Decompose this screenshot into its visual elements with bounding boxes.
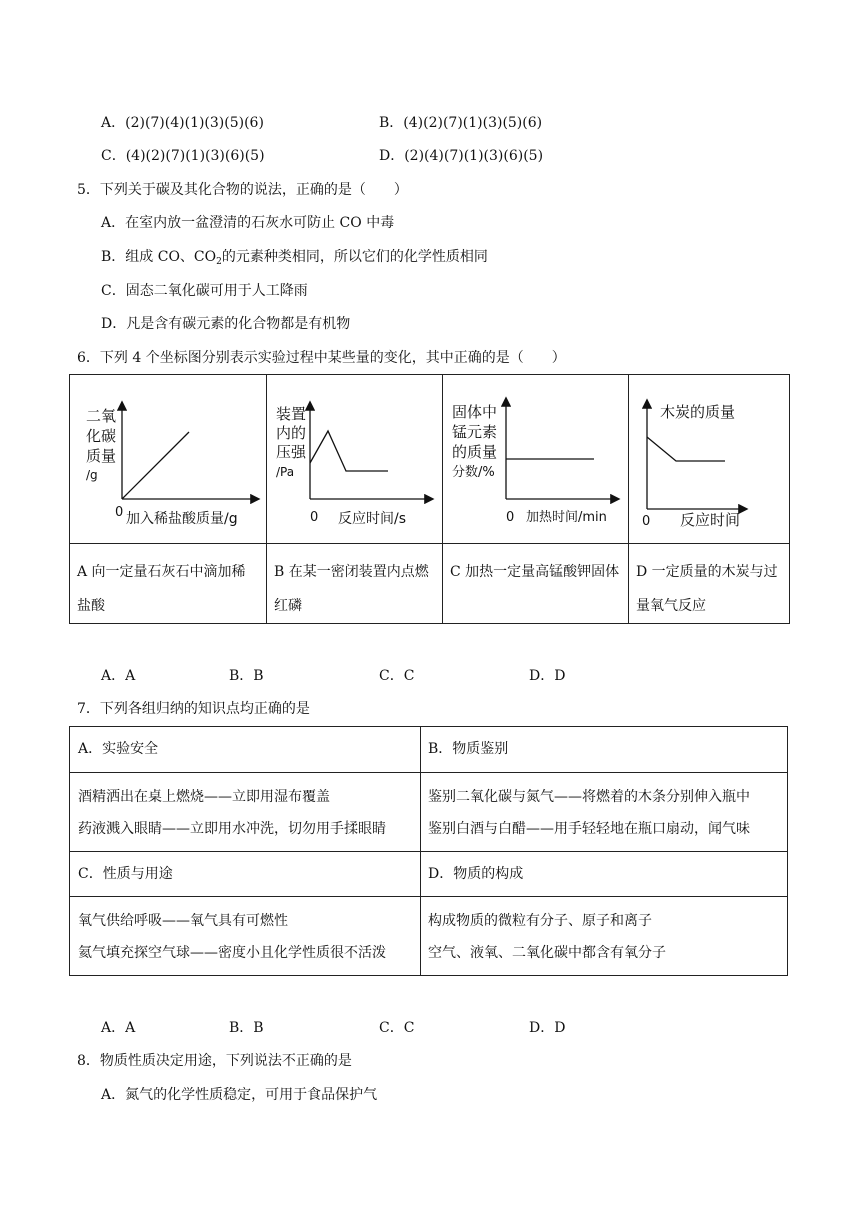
q7-option-c: C．C — [379, 1020, 415, 1036]
q6-graph-table — [69, 374, 790, 624]
graph-a-ylabel-1: 二氧 — [86, 407, 117, 425]
q7-row-divider — [70, 851, 787, 852]
q5-option-b-pre: B．组成 CO、CO — [101, 249, 217, 265]
q6-caption-b: B 在某一密闭装置内点燃红磷 — [274, 564, 429, 614]
graph-b-curve — [310, 431, 388, 471]
graph-b-ylabel-3: 压强 — [276, 443, 307, 461]
q8-option-a: A．氮气的化学性质稳定，可用于食品保护气 — [101, 1087, 378, 1103]
q5-option-c: C．固态二氧化碳可用于人工降雨 — [101, 283, 308, 299]
graph-d-ylabel: 木炭的质量 — [660, 403, 736, 421]
q8-stem: 8．物质性质决定用途，下列说法不正确的是 — [77, 1053, 352, 1069]
graph-a-ylabel-4: /g — [86, 468, 98, 482]
graph-a-ylabel-2: 化碳 — [86, 427, 117, 445]
q7-table — [69, 726, 788, 976]
graph-c-origin: 0 — [506, 510, 515, 525]
graph-b-ylabel-1: 装置 — [276, 405, 307, 423]
q7-row-divider — [70, 896, 787, 897]
q5-option-b-sub: 2 — [216, 257, 222, 267]
q6-caption-c: C 加热一定量高锰酸钾固体 — [450, 564, 620, 580]
q7-row-divider — [70, 772, 787, 773]
q7-a-heading: A．实验安全 — [78, 741, 159, 757]
q5-option-b — [101, 247, 488, 272]
q5-stem: 5．下列关于碳及其化合物的说法，正确的是（ ） — [77, 182, 408, 198]
q7-b-item-2: 鉴别白酒与白醋——用手轻轻地在瓶口扇动，闻气味 — [428, 821, 750, 837]
graph-b — [276, 403, 432, 527]
graph-c-ylabel-3: 的质量 — [452, 443, 498, 461]
q6-option-c: C．C — [379, 668, 415, 684]
graph-a-ylabel-3: 质量 — [86, 447, 117, 465]
q7-d-heading: D．物质的构成 — [428, 866, 524, 882]
q7-c-item-1: 氧气供给呼吸——氧气具有可燃性 — [78, 913, 288, 929]
graph-c — [452, 399, 618, 525]
q4-option-b: B．(4)(2)(7)(1)(3)(5)(6) — [379, 115, 543, 131]
graph-b-xlabel: 反应时间/s — [338, 511, 407, 527]
q6-stem: 6．下列 4 个坐标图分别表示实验过程中某些量的变化，其中正确的是（ ） — [77, 350, 566, 366]
q5-option-a: A．在室内放一盆澄清的石灰水可防止 CO 中毒 — [101, 215, 395, 231]
graph-a-origin: 0 — [115, 505, 124, 520]
q5-option-d: D．凡是含有碳元素的化合物都是有机物 — [101, 316, 351, 332]
q5-option-b-post: 的元素种类相同，所以它们的化学性质相同 — [221, 249, 488, 265]
q4-option-d: D．(2)(4)(7)(1)(3)(6)(5) — [379, 148, 544, 164]
graph-a-curve — [122, 432, 189, 499]
graph-b-ylabel-4: /Pa — [276, 465, 295, 479]
q7-option-a: A．A — [101, 1020, 136, 1036]
q6-option-d: D．D — [529, 668, 566, 684]
q6-option-a: A．A — [101, 668, 136, 684]
q7-b-heading: B．物质鉴别 — [428, 741, 509, 757]
q6-option-b: B．B — [229, 668, 264, 684]
q6-row-divider — [70, 543, 789, 544]
q7-a-item-1: 酒精洒出在桌上燃烧——立即用湿布覆盖 — [78, 789, 330, 805]
graph-a — [86, 403, 258, 527]
graph-c-ylabel-1: 固体中 — [452, 403, 498, 421]
q4-option-c: C．(4)(2)(7)(1)(3)(6)(5) — [101, 148, 265, 164]
graph-b-ylabel-2: 内的 — [276, 424, 307, 442]
q4-option-a: A．(2)(7)(4)(1)(3)(5)(6) — [101, 115, 264, 131]
q7-c-heading: C．性质与用途 — [78, 866, 173, 882]
q7-option-b: B．B — [229, 1020, 264, 1036]
graph-c-ylabel-2: 锰元素 — [452, 423, 498, 441]
q6-graphs — [70, 375, 789, 543]
q7-b-item-1: 鉴别二氧化碳与氮气——将燃着的木条分别伸入瓶中 — [428, 789, 750, 805]
graph-c-ylabel-4: 分数/% — [452, 465, 495, 480]
q7-d-item-2: 空气、液氧、二氧化碳中都含有氧分子 — [428, 945, 666, 961]
q7-c-item-2: 氦气填充探空气球——密度小且化学性质很不活泼 — [78, 945, 386, 961]
graph-d — [642, 401, 746, 529]
q7-a-item-2: 药液溅入眼睛——立即用水冲洗，切勿用手揉眼睛 — [78, 821, 386, 837]
graph-c-xlabel: 加热时间/min — [526, 510, 607, 525]
graph-d-xlabel: 反应时间 — [680, 511, 741, 529]
graph-d-origin: 0 — [642, 514, 651, 529]
graph-d-curve — [647, 437, 725, 461]
q7-option-d: D．D — [529, 1020, 566, 1036]
q7-stem: 7．下列各组归纳的知识点均正确的是 — [77, 701, 310, 717]
graph-b-origin: 0 — [310, 510, 319, 525]
graph-a-xlabel: 加入稀盐酸质量/g — [126, 511, 238, 527]
q7-d-item-1: 构成物质的微粒有分子、原子和离子 — [428, 913, 652, 929]
q6-caption-a: A 向一定量石灰石中滴加稀盐酸 — [77, 564, 246, 614]
q6-caption-d: D 一定质量的木炭与过量氧气反应 — [636, 564, 778, 614]
